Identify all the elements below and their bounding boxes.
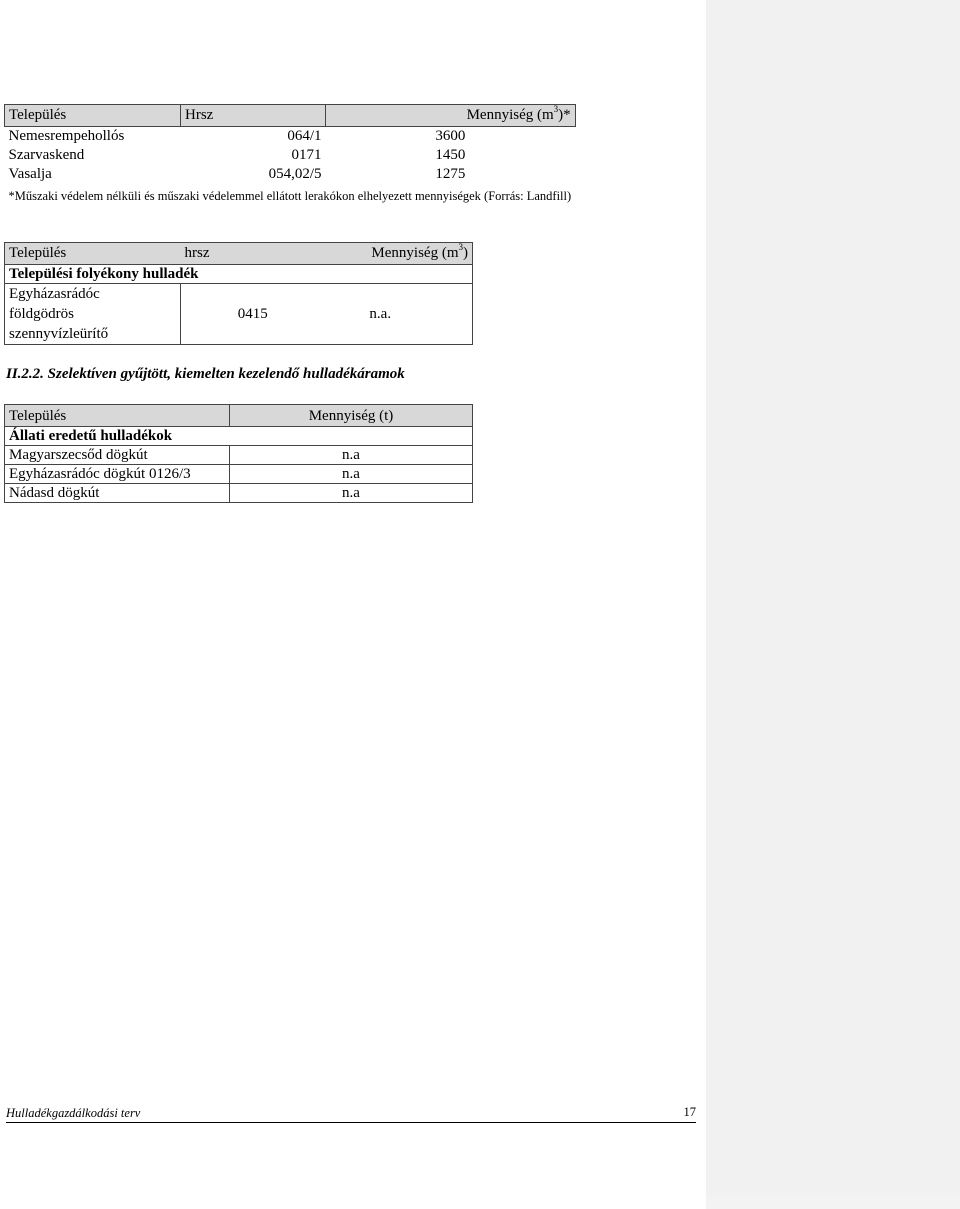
header-telepules: Település xyxy=(5,105,181,127)
table-header-row xyxy=(5,243,473,265)
cell-telepules: Nádasd dögkút xyxy=(5,484,230,503)
cell-line: szennyvízleürítő xyxy=(9,326,109,342)
cell-line: Egyházasrádóc xyxy=(9,286,100,302)
cell-mennyiseg: n.a. xyxy=(289,284,473,345)
table-row xyxy=(5,484,473,503)
cell-hrsz: 064/1 xyxy=(287,128,322,144)
header-telepules: Település xyxy=(5,405,230,427)
section-heading: II.2.2. Szelektíven gyűjtött, kiemelten kezelendő hulladékáramok xyxy=(6,366,405,382)
animal-waste-table xyxy=(4,404,473,503)
category-label: Települési folyékony hulladék xyxy=(5,265,473,284)
category-row xyxy=(5,265,473,284)
cell-telepules: Szarvaskend xyxy=(8,147,85,163)
table-row xyxy=(5,146,576,165)
footer-title: Hulladékgazdálkodási terv xyxy=(6,1106,141,1120)
cell-hrsz: 054,02/5 xyxy=(268,166,322,182)
cell-telepules: Nemesrempehollós xyxy=(8,128,125,144)
header-hrsz: hrsz xyxy=(181,243,289,265)
cell-mennyiseg: n.a xyxy=(230,484,473,503)
table-row xyxy=(5,465,473,484)
category-label: Állati eredetű hulladékok xyxy=(5,427,473,446)
table-row xyxy=(5,165,576,184)
cell-hrsz: 0415 xyxy=(181,284,289,345)
cell-hrsz: 0171 xyxy=(291,147,322,163)
comment-margin xyxy=(706,0,960,1209)
cell-telepules: Magyarszecsőd dögkút xyxy=(5,446,230,465)
page-footer xyxy=(6,1104,696,1123)
table-row xyxy=(5,127,576,147)
cell-telepules: Egyházasrádóc dögkút 0126/3 xyxy=(5,465,230,484)
table-header-row xyxy=(5,405,473,427)
header-mennyiseg: Mennyiség (t) xyxy=(230,405,473,427)
table-row xyxy=(5,284,473,345)
cell-mennyiseg: 1450 xyxy=(435,147,466,163)
table-note: *Műszaki védelem nélküli és műszaki védelemmel ellátott lerakókon elhelyezett mennyiségek (Forrás: Landfill) xyxy=(8,188,572,203)
cell-telepules: Vasalja xyxy=(8,166,52,182)
table-header-row xyxy=(5,105,576,127)
cell-telepules xyxy=(5,284,181,345)
landfill-table xyxy=(4,104,576,208)
header-mennyiseg: Mennyiség $(m^3)$ xyxy=(289,243,473,265)
cell-mennyiseg: 3600 xyxy=(435,128,466,144)
cell-mennyiseg: 1275 xyxy=(435,166,466,182)
header-telepules: Település xyxy=(5,243,181,265)
header-mennyiseg: Mennyiség $(m^3)*$ xyxy=(326,105,576,127)
table-note-row xyxy=(5,184,576,208)
table-row xyxy=(5,446,473,465)
cell-line: földgödrös xyxy=(9,306,74,322)
page-number: 17 xyxy=(683,1105,696,1119)
liquid-waste-table xyxy=(4,242,473,345)
header-hrsz: Hrsz xyxy=(181,105,326,127)
cell-mennyiseg: n.a xyxy=(230,465,473,484)
category-row xyxy=(5,427,473,446)
cell-mennyiseg: n.a xyxy=(230,446,473,465)
